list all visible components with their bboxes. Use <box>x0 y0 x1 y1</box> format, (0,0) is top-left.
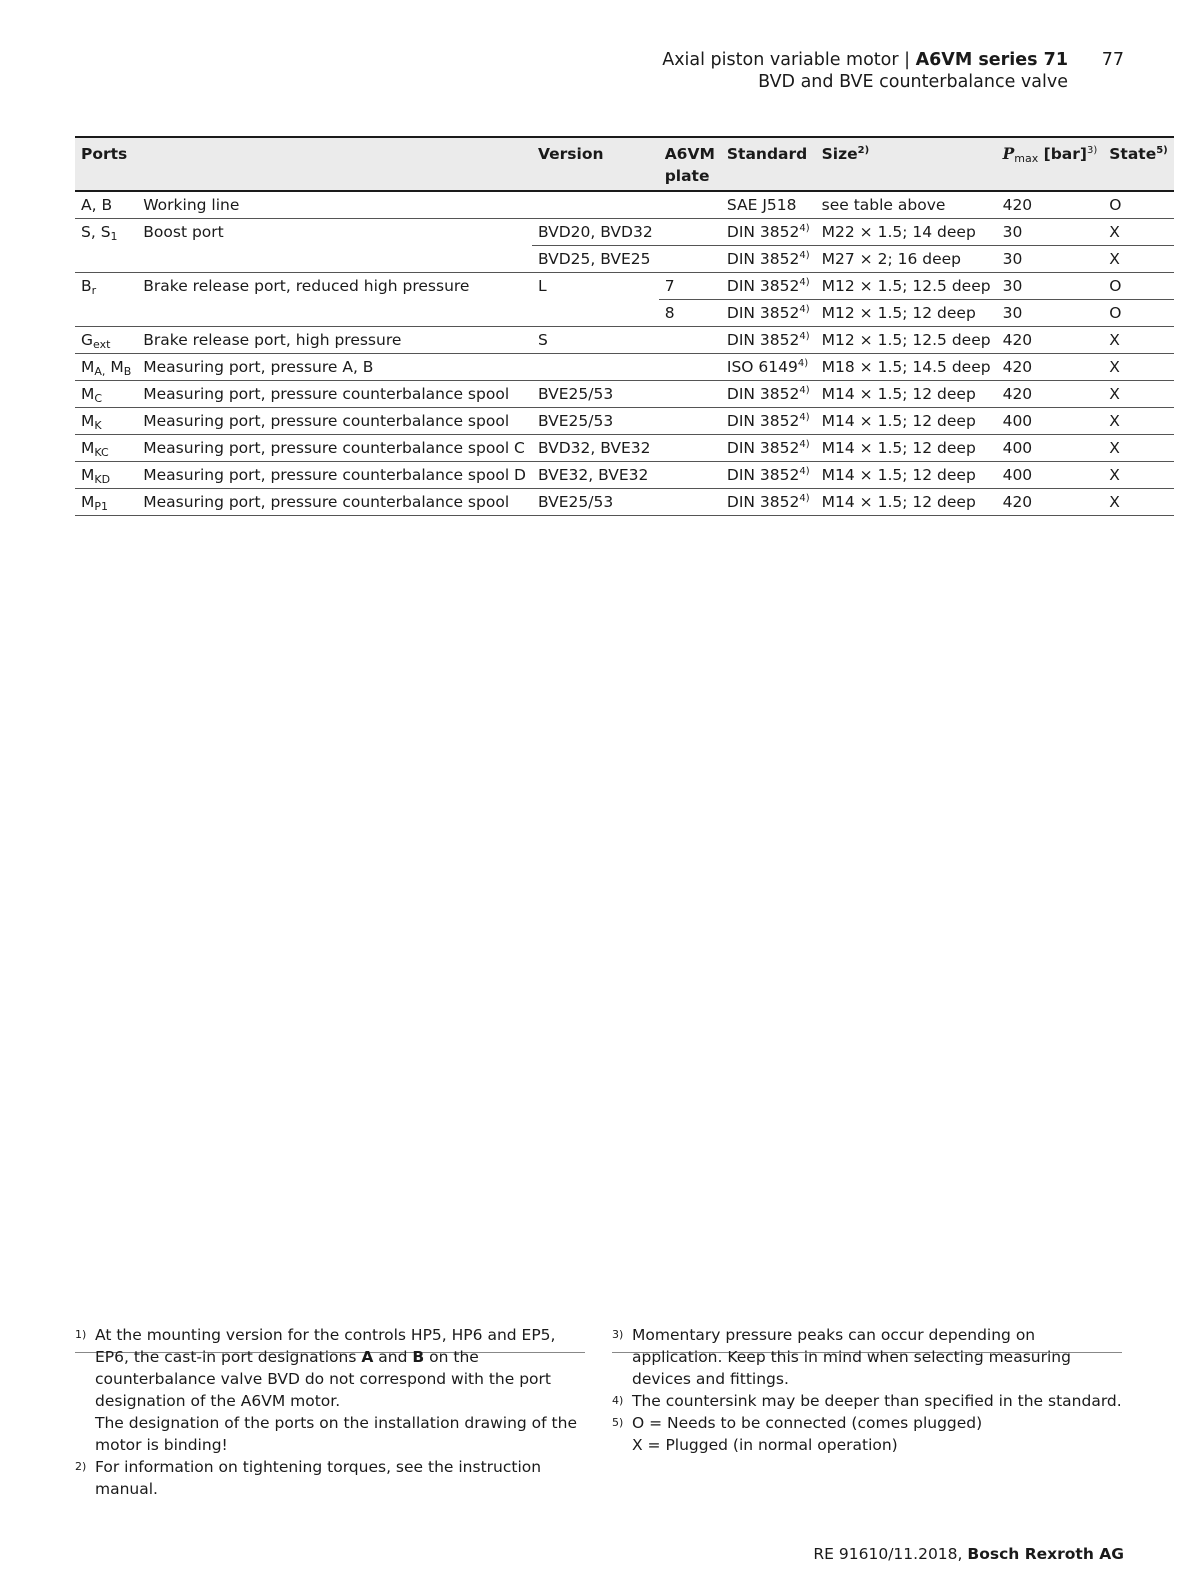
plate-cell <box>659 435 721 462</box>
size-cell: M12 × 1.5; 12 deep <box>816 300 997 327</box>
description-cell: Measuring port, pressure counterbalance spool <box>137 408 532 435</box>
size-cell: M14 × 1.5; 12 deep <box>816 435 997 462</box>
page-number: 77 <box>1101 50 1124 70</box>
version-cell: L <box>537 277 547 295</box>
header-product: A6VM series 71 <box>915 50 1068 70</box>
standard-cell: DIN 3852$^{4)}$ <box>721 381 816 408</box>
standard-cell: DIN 3852$^{4)}$ <box>721 408 816 435</box>
pmax-cell: 30 <box>997 273 1104 300</box>
page-header <box>662 49 1068 93</box>
description-cell: Brake release port, high pressure <box>137 327 532 354</box>
pmax-cell: 420 <box>997 381 1104 408</box>
standard-cell: DIN 3852$^{4)}$ <box>721 300 816 327</box>
size-cell: M22 × 1.5; 14 deep <box>816 219 997 246</box>
plate-cell: 7 <box>659 273 721 300</box>
description-cell: Measuring port, pressure A, B <box>137 354 532 381</box>
port-cell <box>75 300 137 327</box>
port-cell: S, $S_1$ <box>81 223 118 243</box>
pmax-cell: 420 <box>997 489 1104 516</box>
table-row <box>75 408 1174 435</box>
table-row <box>75 246 1174 273</box>
version-cell: BVD25, BVE25 <box>532 246 659 273</box>
table-row <box>75 489 1174 516</box>
state-cell: O <box>1103 191 1174 219</box>
port-cell: $M_K$ <box>75 408 137 435</box>
table-row <box>75 327 1174 354</box>
description-cell: Boost port <box>143 223 224 241</box>
header-title <box>662 49 1068 71</box>
version-cell <box>532 191 659 219</box>
size-cell: M12 × 1.5; 12.5 deep <box>816 273 997 300</box>
doc-reference: RE 91610/11.2018, <box>813 1545 968 1563</box>
state-cell: O <box>1103 273 1174 300</box>
size-cell: M14 × 1.5; 12 deep <box>816 408 997 435</box>
footnote-1: 1) At the mounting version for the controls HP5, HP6 and EP5, EP6, the cast-in port designations A and B on the counterbalance valve BVD do not correspond with the port designation of the A6VM motor. The designation of the ports on the installation drawing of the motor is binding! <box>75 1326 577 1454</box>
version-cell: BVE25/53 <box>532 381 659 408</box>
port-cell: A, B <box>75 191 137 219</box>
port-cell: $G_{ext}$ <box>75 327 137 354</box>
description-cell <box>137 300 532 327</box>
standard-cell: ISO 6149$^{4)}$ <box>721 354 816 381</box>
header-subtitle: BVD and BVE counterbalance valve <box>758 72 1068 92</box>
size-cell: M27 × 2; 16 deep <box>816 246 997 273</box>
description-cell: Measuring port, pressure counterbalance spool <box>137 381 532 408</box>
table-row <box>75 462 1174 489</box>
state-cell: X <box>1103 462 1174 489</box>
ports-table <box>75 136 1174 516</box>
size-cell: M14 × 1.5; 12 deep <box>816 381 997 408</box>
version-cell: BVD32, BVE32 <box>532 435 659 462</box>
size-cell: M14 × 1.5; 12 deep <box>816 462 997 489</box>
pmax-cell: 30 <box>997 219 1104 246</box>
pmax-cell: 30 <box>997 300 1104 327</box>
plate-cell <box>659 191 721 219</box>
version-cell: BVE25/53 <box>532 408 659 435</box>
port-cell: $M_{KD}$ <box>75 462 137 489</box>
company-name: Bosch Rexroth AG <box>967 1545 1124 1563</box>
col-header-standard: Standard <box>721 137 816 191</box>
table-row <box>75 381 1174 408</box>
state-cell: O <box>1103 300 1174 327</box>
state-cell: X <box>1103 327 1174 354</box>
state-cell: X <box>1103 489 1174 516</box>
state-cell: X <box>1103 246 1174 273</box>
footnotes-left <box>75 1324 587 1500</box>
port-cell <box>75 246 137 273</box>
footnote-5: 5) O = Needs to be connected (comes plugged) X = Plugged (in normal operation) <box>612 1414 983 1454</box>
col-header-plate: A6VM plate <box>659 137 721 191</box>
standard-cell: DIN 3852$^{4)}$ <box>721 435 816 462</box>
plate-cell <box>659 246 721 273</box>
table-row <box>75 219 1174 246</box>
version-cell: S <box>532 327 659 354</box>
description-cell <box>137 246 532 273</box>
plate-cell <box>659 381 721 408</box>
plate-cell <box>659 489 721 516</box>
plate-cell: 8 <box>659 300 721 327</box>
standard-cell: DIN 3852$^{4)}$ <box>721 489 816 516</box>
state-cell: X <box>1103 408 1174 435</box>
pmax-cell: 420 <box>997 191 1104 219</box>
state-cell: X <box>1103 354 1174 381</box>
state-cell: X <box>1103 219 1174 246</box>
description-cell: Brake release port, reduced high pressure <box>143 277 470 295</box>
col-header-version: Version <box>532 137 659 191</box>
standard-cell: DIN 3852$^{4)}$ <box>721 246 816 273</box>
table-row <box>75 191 1174 219</box>
description-cell: Working line <box>137 191 532 219</box>
col-header-pmax: $P_{max}$ [bar]$^{3)}$ <box>997 137 1104 191</box>
description-cell: Measuring port, pressure counterbalance spool D <box>137 462 532 489</box>
pmax-cell: 400 <box>997 462 1104 489</box>
version-cell <box>532 300 659 327</box>
state-cell: X <box>1103 381 1174 408</box>
footnote-2: 2) For information on tightening torques, see the instruction manual. <box>75 1458 542 1498</box>
standard-cell: DIN 3852$^{4)}$ <box>721 462 816 489</box>
port-cell: $B_r$ <box>81 277 97 297</box>
col-header-state: State$^{5)}$ <box>1103 137 1174 191</box>
standard-cell: DIN 3852$^{4)}$ <box>721 273 816 300</box>
plate-cell <box>659 408 721 435</box>
table-row <box>75 435 1174 462</box>
standard-cell: SAE J518 <box>721 191 816 219</box>
port-cell: $M_{KC}$ <box>75 435 137 462</box>
port-cell: $M_{A,}$ $M_B$ <box>75 354 137 381</box>
header-prefix: Axial piston variable motor | <box>662 50 916 70</box>
version-cell <box>532 354 659 381</box>
size-cell: M18 × 1.5; 14.5 deep <box>816 354 997 381</box>
version-cell: BVE32, BVE32 <box>532 462 659 489</box>
size-cell: M14 × 1.5; 12 deep <box>816 489 997 516</box>
footnote-3: 3) Momentary pressure peaks can occur depending on application. Keep this in mind when selecting measuring devices and fittings. <box>612 1326 1071 1388</box>
plate-cell <box>659 354 721 381</box>
size-cell: see table above <box>816 191 997 219</box>
col-header-size: Size$^{2)}$ <box>816 137 997 191</box>
pmax-cell: 400 <box>997 408 1104 435</box>
table-header-row <box>75 137 1174 191</box>
pmax-cell: 420 <box>997 327 1104 354</box>
port-cell: $M_C$ <box>75 381 137 408</box>
table-row <box>75 300 1174 327</box>
footnote-4: 4) The countersink may be deeper than specified in the standard. <box>612 1392 1122 1410</box>
standard-cell: DIN 3852$^{4)}$ <box>721 327 816 354</box>
description-cell: Measuring port, pressure counterbalance spool C <box>137 435 532 462</box>
standard-cell: DIN 3852$^{4)}$ <box>721 219 816 246</box>
pmax-cell: 420 <box>997 354 1104 381</box>
pmax-cell: 400 <box>997 435 1104 462</box>
version-cell: BVD20, BVD32 <box>532 219 659 246</box>
version-cell: BVE25/53 <box>532 489 659 516</box>
port-cell: $M_{P1}$ <box>75 489 137 516</box>
col-header-ports: Ports <box>75 137 532 191</box>
plate-cell <box>659 462 721 489</box>
table-row <box>75 273 1174 300</box>
page-footer <box>813 1545 1124 1563</box>
size-cell: M12 × 1.5; 12.5 deep <box>816 327 997 354</box>
table-row <box>75 354 1174 381</box>
pmax-cell: 30 <box>997 246 1104 273</box>
plate-cell <box>659 219 721 246</box>
footnotes-right <box>612 1324 1122 1456</box>
description-cell: Measuring port, pressure counterbalance spool <box>137 489 532 516</box>
plate-cell <box>659 327 721 354</box>
state-cell: X <box>1103 435 1174 462</box>
